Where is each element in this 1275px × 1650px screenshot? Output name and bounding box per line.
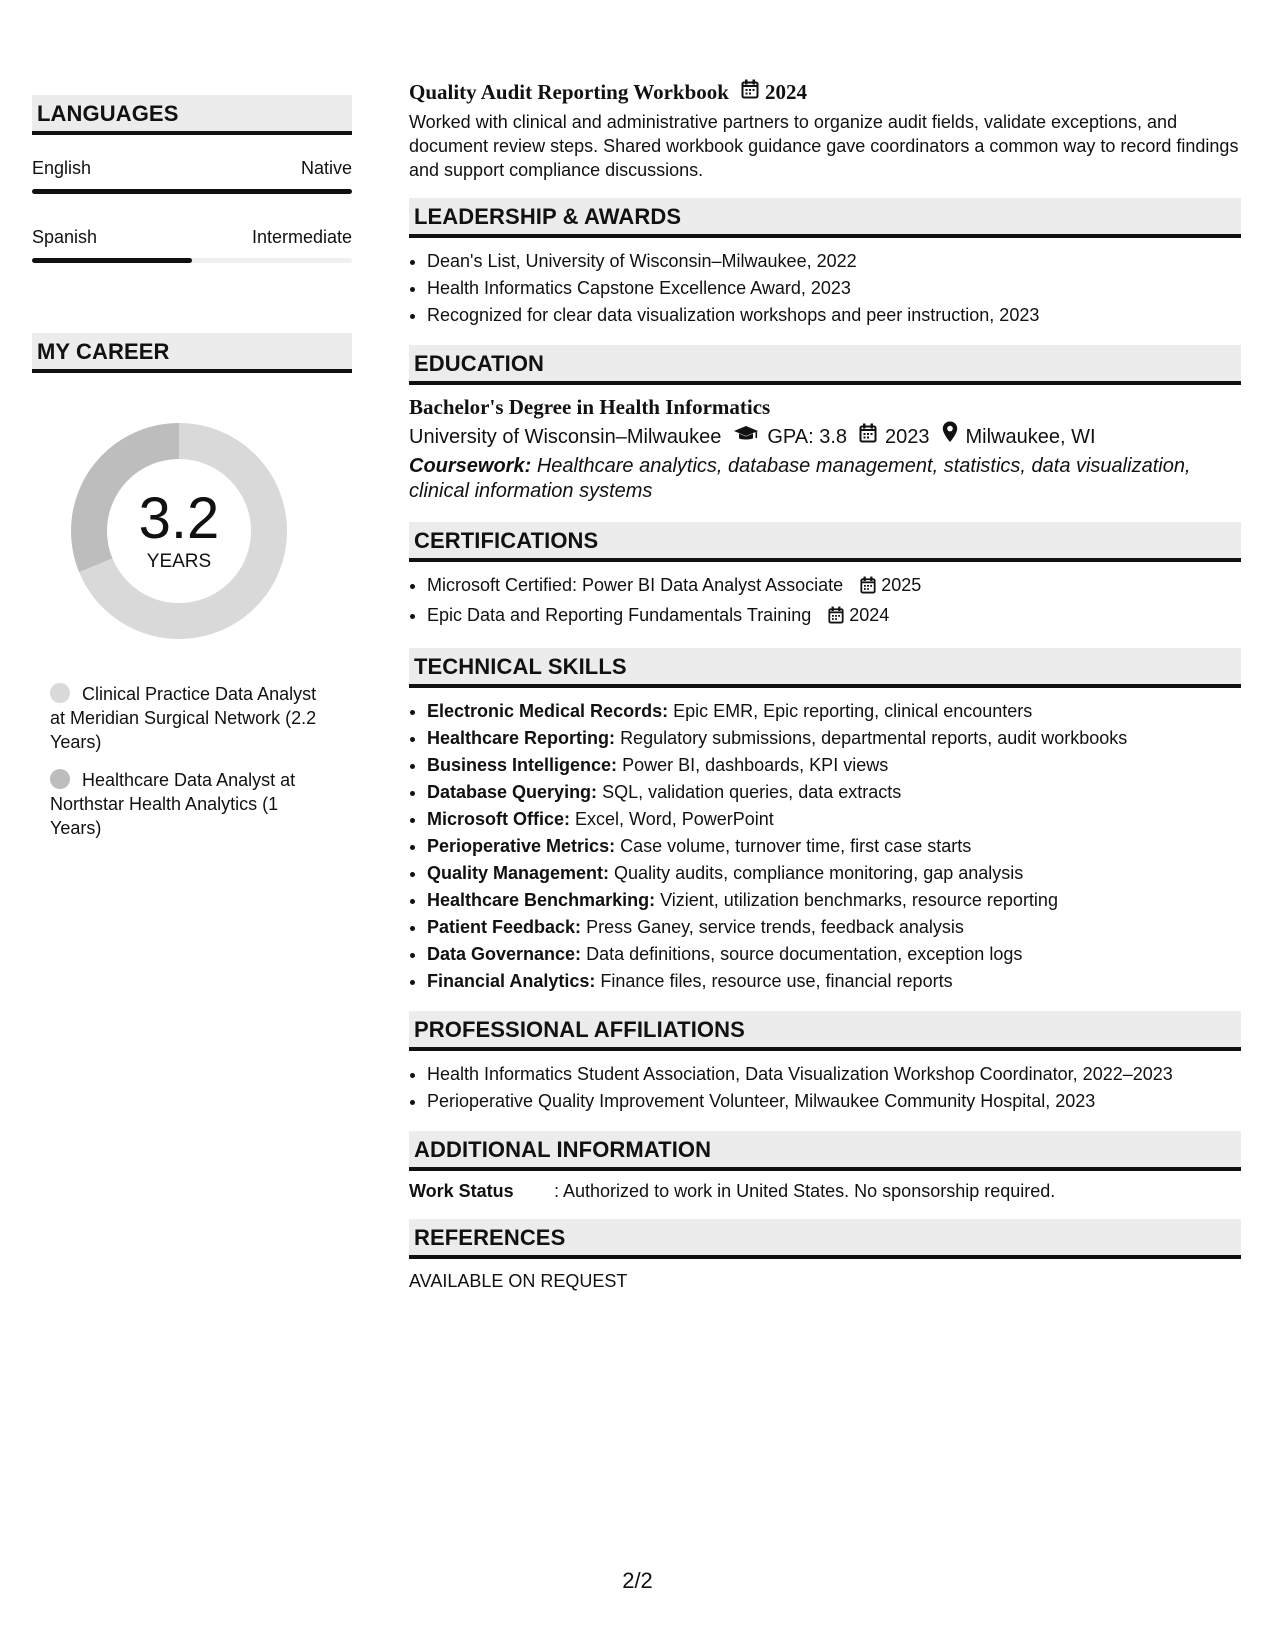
list-item — [427, 698, 1241, 725]
language-name: English — [32, 158, 92, 178]
list-item — [427, 572, 1241, 602]
career-legend-label: Healthcare Data Analyst at Northstar Health Analytics (1 Years) — [50, 770, 296, 838]
project-description: Worked with clinical and administrative partners to organize audit fields, validate exceptions, and document review steps. Shared workbook guidance gave coordinators a common way to record findings and support compliance discussions. — [409, 112, 1239, 180]
language-bar — [32, 189, 352, 194]
project-year: 2024 — [764, 80, 807, 104]
language-bar-fill — [32, 189, 352, 194]
career-donut-chart — [64, 416, 294, 646]
skills-section — [409, 648, 1241, 995]
school-name: University of Wisconsin–Milwaukee — [409, 425, 722, 448]
language-level: Intermediate — [251, 227, 352, 247]
list-item: • Health Informatics Capstone Excellence Award, 2023 — [427, 275, 1241, 302]
calendar-icon — [741, 78, 759, 106]
legend-dot-icon — [50, 683, 70, 703]
leadership-section — [409, 198, 1241, 329]
list-item — [427, 887, 1241, 914]
skill-label: Healthcare Benchmarking: — [427, 890, 656, 910]
career-legend — [50, 682, 320, 840]
graduation-cap-icon — [733, 422, 759, 452]
coursework-text: Healthcare analytics, database management, statistics, data visualization, clinical information systems — [409, 455, 1191, 502]
skill-value: SQL, validation queries, data extracts — [602, 782, 902, 802]
language-name: Spanish — [32, 227, 98, 247]
languages-heading: LANGUAGES — [32, 95, 352, 135]
skill-value: Epic EMR, Epic reporting, clinical encounters — [673, 701, 1033, 721]
skill-label: Business Intelligence: — [427, 755, 618, 775]
education-section — [409, 345, 1241, 504]
language-bar — [32, 258, 352, 263]
references-heading: REFERENCES — [409, 1219, 1241, 1259]
list-item — [427, 914, 1241, 941]
skill-value: Case volume, turnover time, first case starts — [620, 836, 972, 856]
skill-value: Finance files, resource use, financial reports — [600, 971, 953, 991]
calendar-icon — [860, 575, 876, 602]
certifications-heading: CERTIFICATIONS — [409, 522, 1241, 562]
additional-heading: ADDITIONAL INFORMATION — [409, 1131, 1241, 1171]
skill-label: Perioperative Metrics: — [427, 836, 616, 856]
list-item — [427, 806, 1241, 833]
skill-label: Quality Management: — [427, 863, 610, 883]
calendar-icon — [828, 605, 844, 632]
references-section — [409, 1219, 1241, 1293]
language-item — [32, 157, 352, 194]
education-meta — [409, 421, 1241, 452]
skill-value: Vizient, utilization benchmarks, resource reporting — [660, 890, 1058, 910]
skill-value: Excel, Word, PowerPoint — [575, 809, 774, 829]
work-status-value: : Authorized to work in United States. No sponsorship required. — [554, 1181, 1056, 1201]
list-item — [427, 833, 1241, 860]
list-item — [427, 941, 1241, 968]
language-item — [32, 226, 352, 263]
skill-label: Healthcare Reporting: — [427, 728, 616, 748]
career-heading: MY CAREER — [32, 333, 352, 373]
leadership-heading: LEADERSHIP & AWARDS — [409, 198, 1241, 238]
list-item: • Perioperative Quality Improvement Volunteer, Milwaukee Community Hospital, 2023 — [427, 1088, 1241, 1115]
career-total-unit: YEARS — [146, 551, 212, 572]
list-item: • Health Informatics Student Association, Data Visualization Workshop Coordinator, 2022–2023 — [427, 1061, 1241, 1088]
skills-heading: TECHNICAL SKILLS — [409, 648, 1241, 688]
affiliations-section — [409, 1011, 1241, 1115]
calendar-icon — [859, 422, 877, 452]
work-status-label: Work Status — [409, 1181, 514, 1201]
skill-label: Data Governance: — [427, 944, 582, 964]
coursework — [409, 454, 1241, 504]
skill-label: Patient Feedback: — [427, 917, 582, 937]
skill-value: Regulatory submissions, departmental reports, audit workbooks — [620, 728, 1128, 748]
career-legend-label: Clinical Practice Data Analyst at Meridian Surgical Network (2.2 Years) — [50, 684, 317, 752]
work-status-row — [409, 1179, 1241, 1203]
list-item: • Dean's List, University of Wisconsin–Milwaukee, 2022 — [427, 248, 1241, 275]
list-item: • Recognized for clear data visualization workshops and peer instruction, 2023 — [427, 302, 1241, 329]
certification-name: Microsoft Certified: Power BI Data Analyst Associate — [427, 575, 844, 595]
career-legend-item — [50, 682, 320, 754]
location-pin-icon — [942, 421, 958, 452]
education-heading: EDUCATION — [409, 345, 1241, 385]
list-item — [427, 602, 1241, 632]
graduation-year: 2023 — [885, 425, 930, 448]
left-column — [32, 95, 352, 854]
certifications-section — [409, 522, 1241, 632]
degree-title: Bachelor's Degree in Health Informatics — [409, 395, 771, 419]
legend-dot-icon — [50, 769, 70, 789]
skill-value: Power BI, dashboards, KPI views — [622, 755, 889, 775]
career-section — [32, 333, 352, 840]
right-column — [409, 78, 1241, 1293]
list-item — [427, 968, 1241, 995]
skill-label: Microsoft Office: — [427, 809, 571, 829]
school-location: Milwaukee, WI — [965, 425, 1096, 448]
skill-label: Financial Analytics: — [427, 971, 596, 991]
additional-section — [409, 1131, 1241, 1203]
list-item — [427, 860, 1241, 887]
coursework-label: Coursework: — [409, 455, 532, 477]
skill-value: Data definitions, source documentation, exception logs — [586, 944, 1023, 964]
affiliations-heading: PROFESSIONAL AFFILIATIONS — [409, 1011, 1241, 1051]
certification-year: 2025 — [881, 575, 922, 595]
language-level: Native — [300, 158, 352, 178]
page-number: 2/2 — [622, 1568, 653, 1593]
career-legend-item — [50, 768, 320, 840]
references-text: AVAILABLE ON REQUEST — [409, 1271, 628, 1291]
skill-label: Database Querying: — [427, 782, 598, 802]
list-item — [427, 752, 1241, 779]
career-total-value: 3.2 — [138, 486, 220, 551]
certification-name: Epic Data and Reporting Fundamentals Training — [427, 605, 812, 625]
list-item — [427, 725, 1241, 752]
certification-year: 2024 — [849, 605, 890, 625]
list-item — [427, 779, 1241, 806]
gpa: GPA: 3.8 — [767, 425, 847, 448]
project-title-row — [409, 78, 1241, 106]
project-title: Quality Audit Reporting Workbook — [409, 80, 729, 104]
skill-label: Electronic Medical Records: — [427, 701, 669, 721]
skill-value: Quality audits, compliance monitoring, gap analysis — [614, 863, 1024, 883]
language-bar-fill — [32, 258, 192, 263]
skill-value: Press Ganey, service trends, feedback analysis — [586, 917, 964, 937]
